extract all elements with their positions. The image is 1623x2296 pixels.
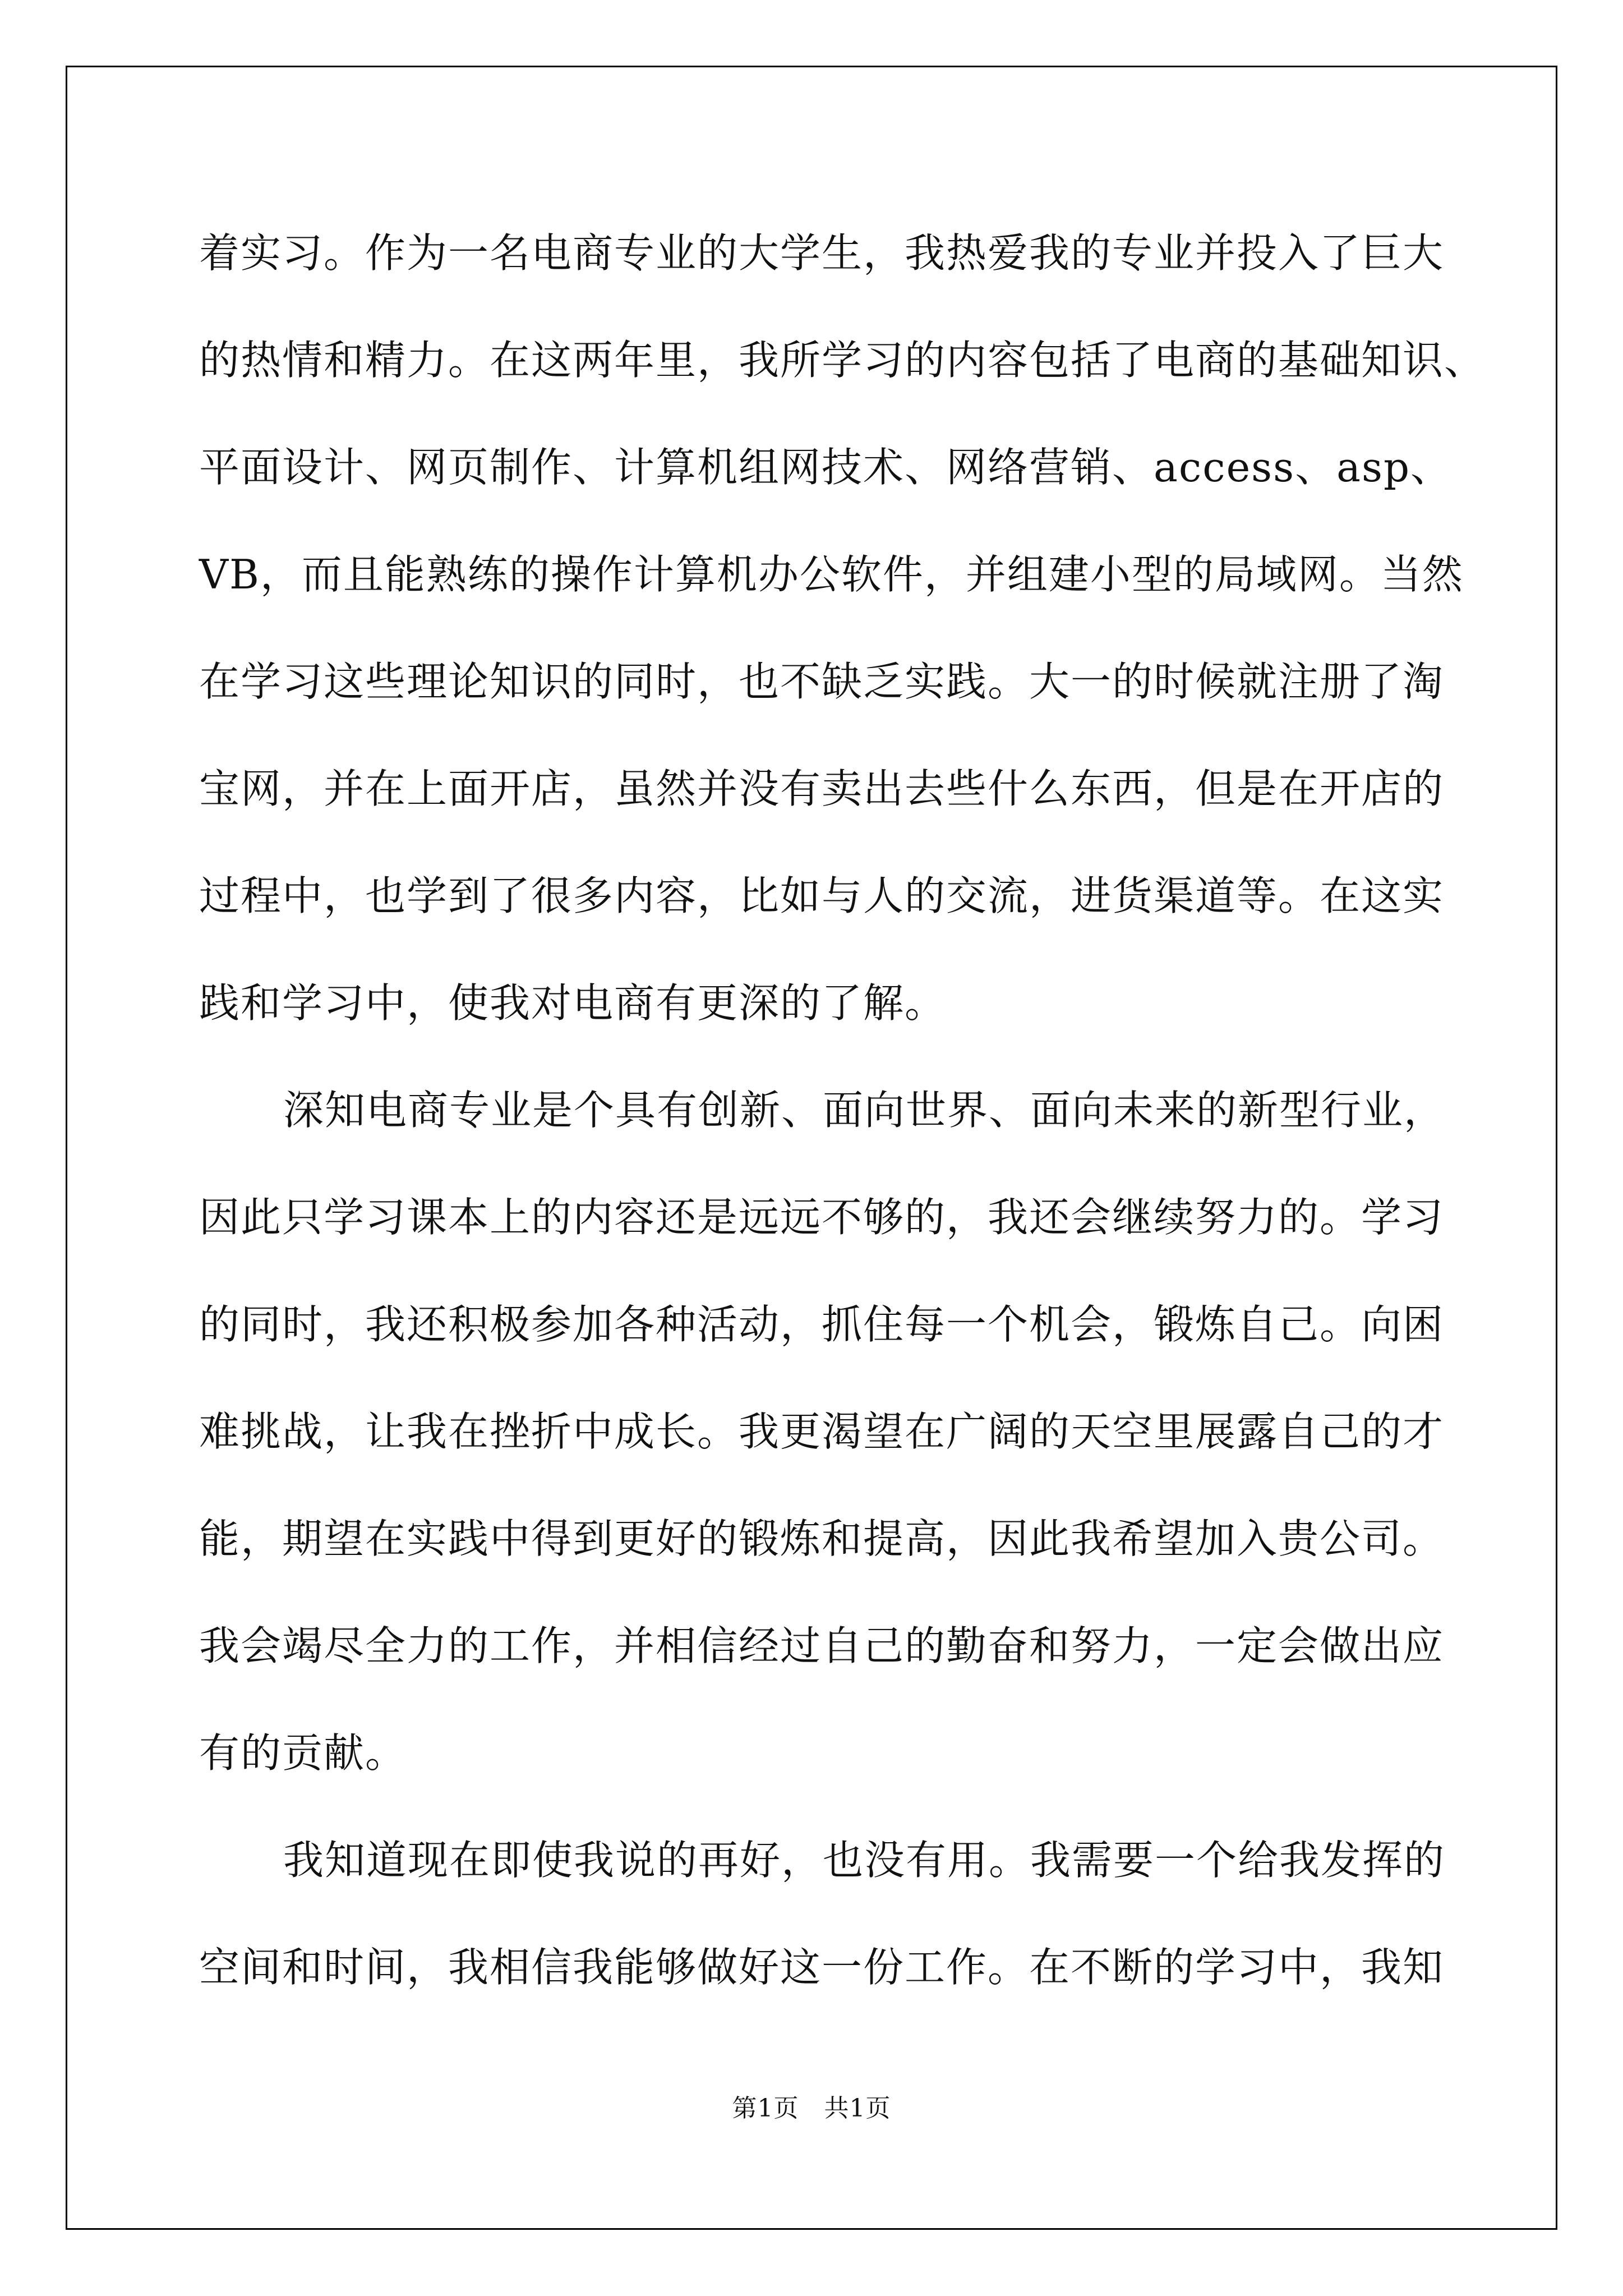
text-line: 能，期望在实践中得到更好的锻炼和提高，因此我希望加入贵公司。 <box>199 1515 1445 1562</box>
text-line: 难挑战，让我在挫折中成长。我更渴望在广阔的天空里展露自己的才 <box>199 1408 1445 1455</box>
text-line: 宝网，并在上面开店，虽然并没有卖出去些什么东西，但是在开店的 <box>199 765 1445 812</box>
text-line: 过程中，也学到了很多内容，比如与人的交流，进货渠道等。在这实 <box>199 872 1445 919</box>
text-line: 践和学习中，使我对电商有更深的了解。 <box>199 979 947 1027</box>
text-line: 的热情和精力。在这两年里，我所学习的内容包括了电商的基础知识、 <box>199 337 1486 384</box>
text-line: 我会竭尽全力的工作，并相信经过自己的勤奋和努力，一定会做出应 <box>199 1622 1445 1669</box>
text-line: 空间和时间，我相信我能够做好这一份工作。在不断的学习中，我知 <box>199 1944 1445 1991</box>
document-body <box>199 200 1486 2021</box>
text-line: 平面设计、网页制作、计算机组网技术、网络营销、access、asp、 <box>199 444 1453 491</box>
page-footer: 第1页 共1页 <box>732 2094 891 2123</box>
text-line: 深知电商专业是个具有创新、面向世界、面向未来的新型行业， <box>283 1087 1446 1134</box>
text-line: VB，而且能熟练的操作计算机办公软件，并组建小型的局域网。当然 <box>199 551 1464 598</box>
text-line: 有的贡献。 <box>199 1729 407 1777</box>
text-line: 在学习这些理论知识的同时，也不缺乏实践。大一的时候就注册了淘 <box>199 658 1445 705</box>
text-line: 我知道现在即使我说的再好，也没有用。我需要一个给我发挥的 <box>283 1837 1446 1884</box>
text-line: 着实习。作为一名电商专业的大学生，我热爱我的专业并投入了巨大 <box>199 229 1445 277</box>
text-line: 因此只学习课本上的内容还是远远不够的，我还会继续努力的。学习 <box>199 1194 1445 1241</box>
text-line: 的同时，我还积极参加各种活动，抓住每一个机会，锻炼自己。向困 <box>199 1301 1445 1348</box>
